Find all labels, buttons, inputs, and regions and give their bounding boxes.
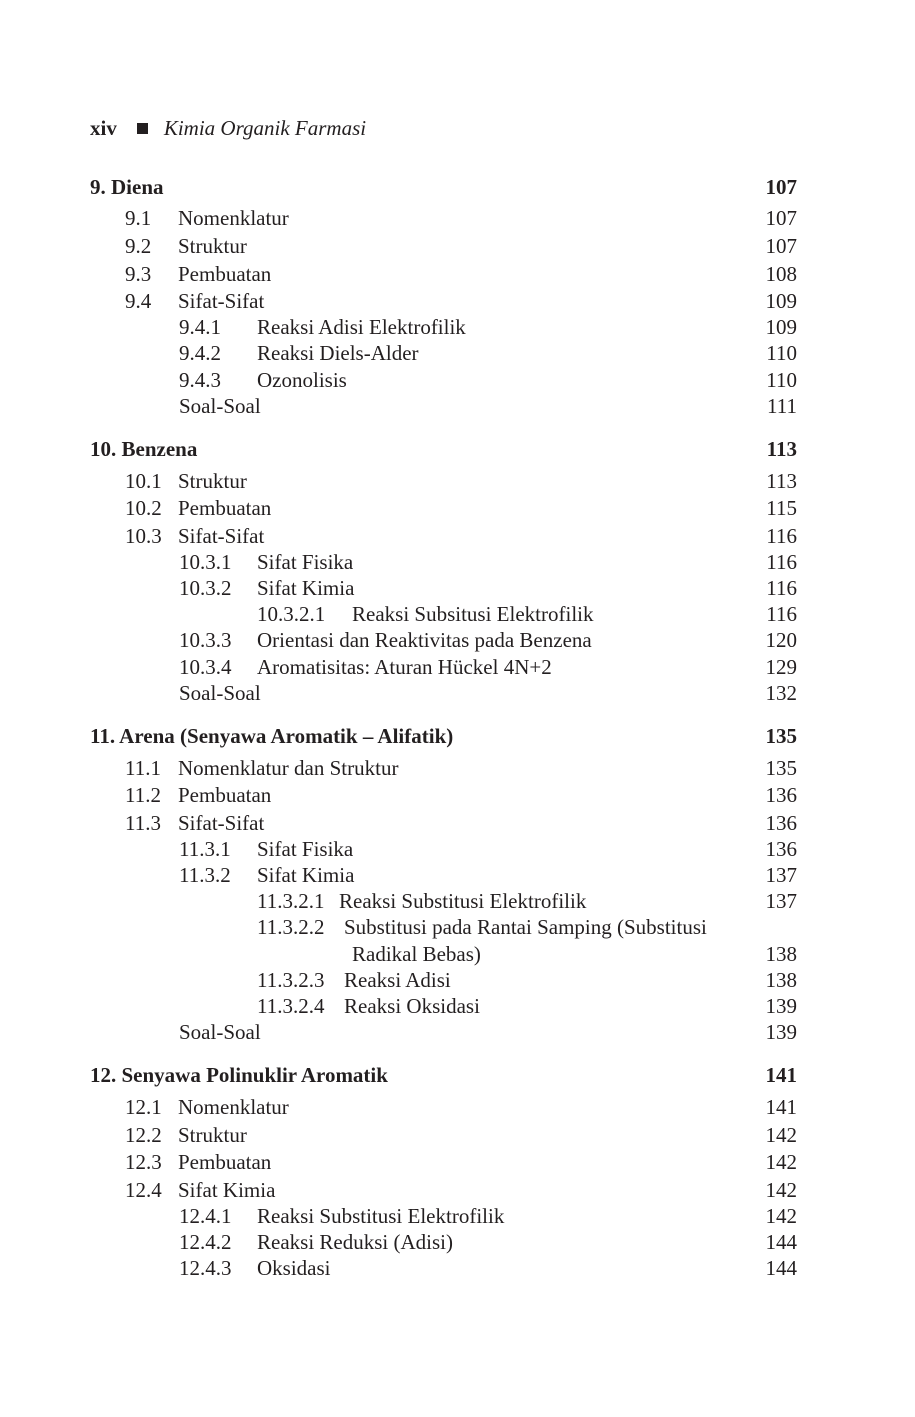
toc-page: 135 xyxy=(765,756,797,780)
toc-page: 142 xyxy=(765,1204,797,1228)
toc-page: 116 xyxy=(766,550,797,574)
toc-page: 109 xyxy=(765,315,797,339)
toc-page: 116 xyxy=(766,602,797,626)
toc-page: 113 xyxy=(766,469,797,493)
toc-page: 136 xyxy=(765,837,797,861)
toc-page: 136 xyxy=(765,783,797,807)
toc-page: 116 xyxy=(766,576,797,600)
toc-page: 132 xyxy=(765,681,797,705)
toc-page: 116 xyxy=(766,524,797,548)
toc-page: 110 xyxy=(766,368,797,392)
toc-page: 139 xyxy=(765,994,797,1018)
chapter-title: 12. Senyawa Polinuklir Aromatik xyxy=(90,1063,388,1087)
toc-page: 115 xyxy=(766,496,797,520)
chapter-page: 135 xyxy=(765,724,797,748)
toc-page: 138 xyxy=(765,968,797,992)
toc-page: 110 xyxy=(766,341,797,365)
toc-page: 144 xyxy=(765,1230,797,1254)
toc-page: 111 xyxy=(767,394,797,418)
toc-page: 129 xyxy=(765,655,797,679)
running-header xyxy=(90,116,366,141)
toc-page: 142 xyxy=(765,1150,797,1174)
toc-page: 120 xyxy=(765,628,797,652)
toc-page: 136 xyxy=(765,811,797,835)
book-title: Kimia Organik Farmasi xyxy=(163,116,367,140)
toc-page: 137 xyxy=(765,889,797,913)
toc-page: 107 xyxy=(765,234,797,258)
toc-page: 109 xyxy=(765,289,797,313)
toc-page: 144 xyxy=(765,1256,797,1280)
toc-page: 108 xyxy=(765,262,797,286)
toc-page: 139 xyxy=(765,1020,797,1044)
toc-page: 137 xyxy=(765,863,797,887)
chapter-page: 141 xyxy=(765,1063,797,1087)
chapter-title: 11. Arena (Senyawa Aromatik – Alifatik) xyxy=(90,724,454,748)
toc-page: 138 xyxy=(765,942,797,966)
chapter-page: 113 xyxy=(766,437,797,461)
toc-page: 142 xyxy=(765,1178,797,1202)
page-number: xiv xyxy=(90,116,117,140)
square-bullet-icon xyxy=(137,123,148,134)
toc-page: 142 xyxy=(765,1123,797,1147)
chapter-title: 10. Benzena xyxy=(90,437,198,461)
chapter-title: 9. Diena xyxy=(90,175,164,199)
toc-page: 141 xyxy=(765,1095,797,1119)
toc-page: 107 xyxy=(765,206,797,230)
chapter-page: 107 xyxy=(765,175,797,199)
